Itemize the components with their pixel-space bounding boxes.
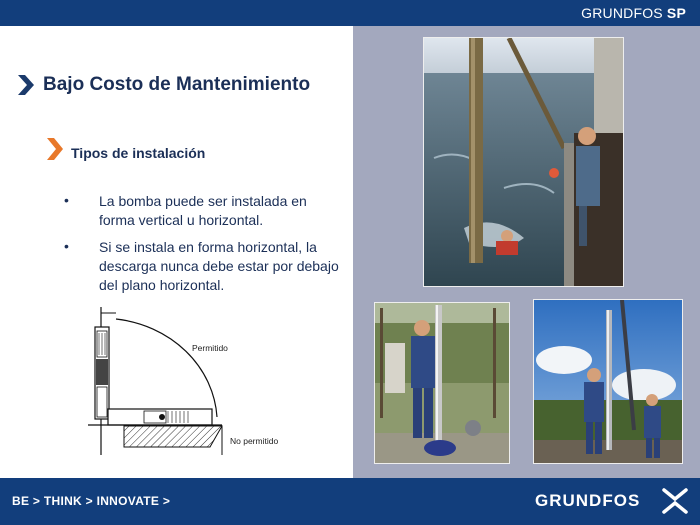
photo-worker-pump [374, 302, 510, 464]
allowed-label: Permitido [192, 343, 228, 353]
slide-subtitle: Tipos de instalación [71, 145, 206, 161]
header-product-name: SP [666, 5, 686, 21]
bullet-marker: • [64, 238, 69, 254]
bullet-text-2: Si se instala en forma horizontal, la descarga nunca debe estar por debajo del plano horizontal. [99, 239, 339, 293]
header-bar [0, 0, 700, 26]
bullet-text-1: La bomba puede ser instalada en forma vertical u horizontal. [99, 193, 307, 228]
installation-diagram [80, 305, 305, 470]
footer-slogan: BE > THINK > INNOVATE > [12, 494, 171, 508]
header-brand-name: GRUNDFOS [581, 5, 663, 21]
slide-title: Bajo Costo de Mantenimiento [43, 74, 311, 95]
title-chevron-icon [17, 74, 35, 96]
bullet-marker: • [64, 192, 69, 208]
not-allowed-label: No permitido [230, 436, 279, 446]
footer-logo-text: GRUNDFOS [535, 491, 641, 510]
footer-bar [0, 478, 700, 525]
photo-sea-installation [423, 37, 624, 287]
grundfos-logo-icon [661, 487, 689, 515]
header-brand [581, 5, 686, 21]
subtitle-chevron-icon [46, 137, 64, 161]
photo-workers-sky [533, 299, 683, 464]
